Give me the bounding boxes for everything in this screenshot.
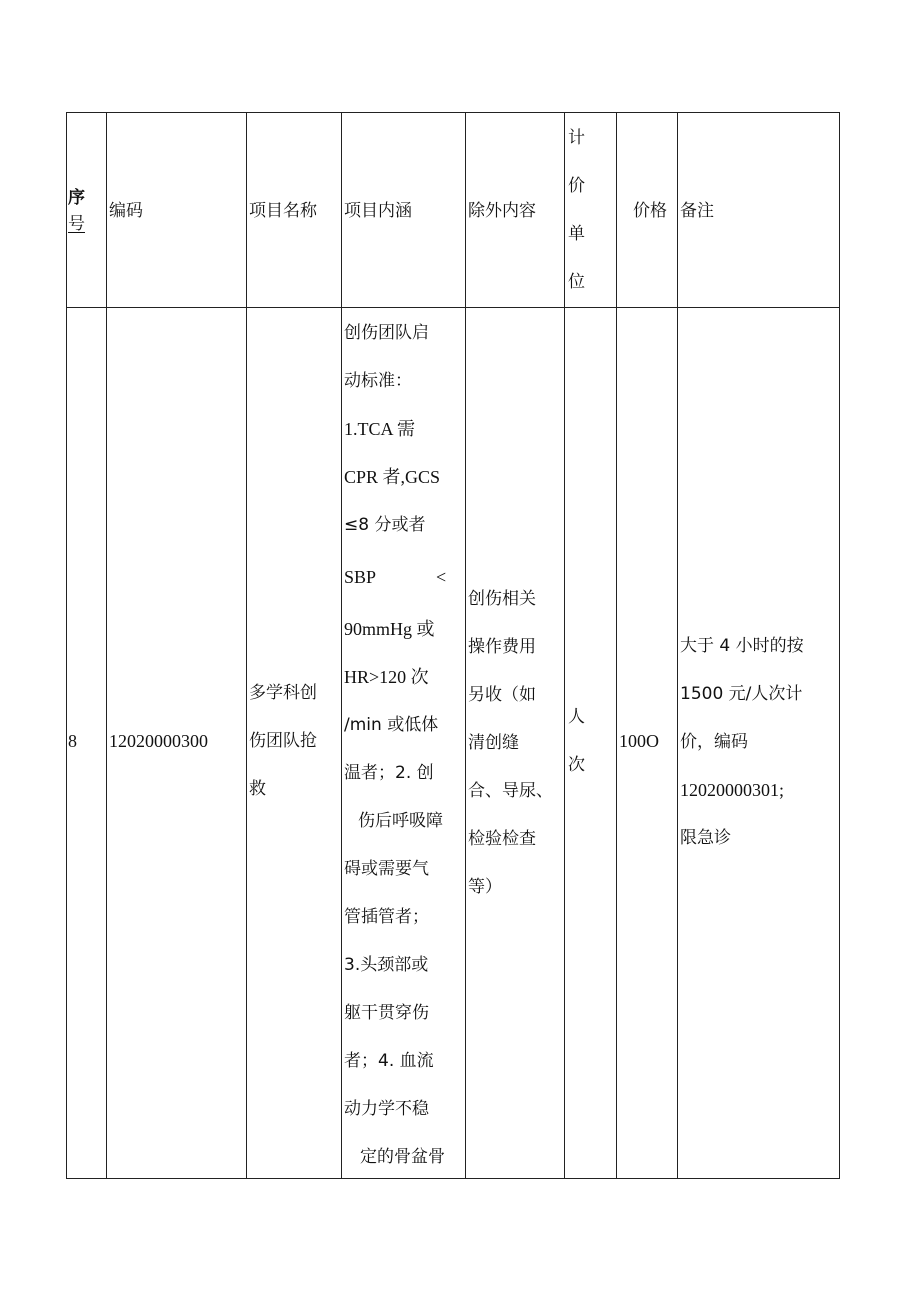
content-line: 创伤团队启	[344, 323, 429, 343]
table-border-right	[839, 112, 840, 1179]
row-seq: 8	[68, 731, 77, 751]
row-price: 100O	[619, 731, 659, 751]
unit-line: 人	[568, 707, 585, 727]
column-divider	[564, 112, 565, 1179]
table-header-divider	[66, 307, 840, 308]
remark-line: 1500 元/人次计	[680, 684, 803, 704]
row-name-line: 伤团队抢	[249, 731, 317, 751]
table-border-left	[66, 112, 67, 1179]
header-seq	[68, 185, 85, 237]
header-unit	[568, 114, 585, 306]
content-line: 动力学不稳	[344, 1099, 429, 1119]
content-line: /min 或低体	[344, 715, 439, 735]
header-unit-line: 单	[568, 224, 585, 244]
content-sbp-label: SBP	[344, 567, 377, 587]
row-name-line: 救	[249, 779, 266, 799]
header-content: 项目内涵	[344, 201, 412, 221]
content-line: 定的骨盆骨	[360, 1147, 445, 1167]
header-unit-line: 计	[568, 128, 585, 148]
row-unit	[568, 693, 585, 789]
content-line-sbp	[344, 549, 462, 605]
content-line: 碍或需要气	[344, 859, 429, 879]
content-line: 管插管者；	[344, 907, 429, 927]
header-seq-top: 序	[68, 188, 85, 208]
table-border-top	[66, 112, 840, 113]
column-divider	[341, 112, 342, 1179]
content-line: HR>120 次	[344, 667, 429, 687]
row-excluded	[468, 575, 553, 911]
content-line: 动标准：	[344, 371, 412, 391]
content-line: 1.TCA 需	[344, 419, 416, 439]
excluded-line: 操作费用	[468, 637, 536, 657]
remark-line: 限急诊	[680, 828, 731, 848]
column-divider	[106, 112, 107, 1179]
content-line: CPR 者,GCS	[344, 467, 441, 487]
column-divider	[465, 112, 466, 1179]
excluded-line: 创伤相关	[468, 589, 536, 609]
column-divider	[246, 112, 247, 1179]
header-excluded: 除外内容	[468, 201, 536, 221]
unit-line: 次	[568, 755, 585, 775]
excluded-line: 等）	[468, 877, 502, 897]
column-divider	[677, 112, 678, 1179]
content-line: 90mmHg 或	[344, 619, 435, 639]
excluded-line: 检验检查	[468, 829, 536, 849]
row-content	[344, 309, 462, 1181]
remark-line: 大于 4 小时的按	[680, 636, 804, 656]
header-seq-bottom: 号	[68, 214, 85, 234]
content-line: ≤8 分或者	[344, 515, 426, 535]
content-sbp-operator: <	[436, 567, 447, 587]
header-code: 编码	[109, 201, 143, 221]
content-line: 温者；2. 创	[344, 763, 434, 783]
header-unit-line: 位	[568, 272, 585, 292]
content-line: 3.头颈部或	[344, 955, 429, 975]
remark-line: 12020000301;	[680, 780, 785, 800]
excluded-line: 清创缝	[468, 733, 519, 753]
row-remark	[680, 622, 804, 862]
header-unit-line: 价	[568, 176, 585, 196]
remark-line: 价，编码	[680, 732, 748, 752]
header-remark: 备注	[680, 201, 714, 221]
row-name	[249, 669, 317, 813]
content-line: 伤后呼吸障	[358, 811, 443, 831]
header-name: 项目名称	[249, 201, 317, 221]
content-line: 者；4. 血流	[344, 1051, 434, 1071]
content-line: 躯干贯穿伤	[344, 1003, 429, 1023]
column-divider	[616, 112, 617, 1179]
excluded-line: 另收（如	[468, 685, 536, 705]
excluded-line: 合、导尿、	[468, 781, 553, 801]
header-price: 价格	[633, 201, 667, 221]
row-code: 12020000300	[109, 731, 208, 751]
row-name-line: 多学科创	[249, 683, 317, 703]
